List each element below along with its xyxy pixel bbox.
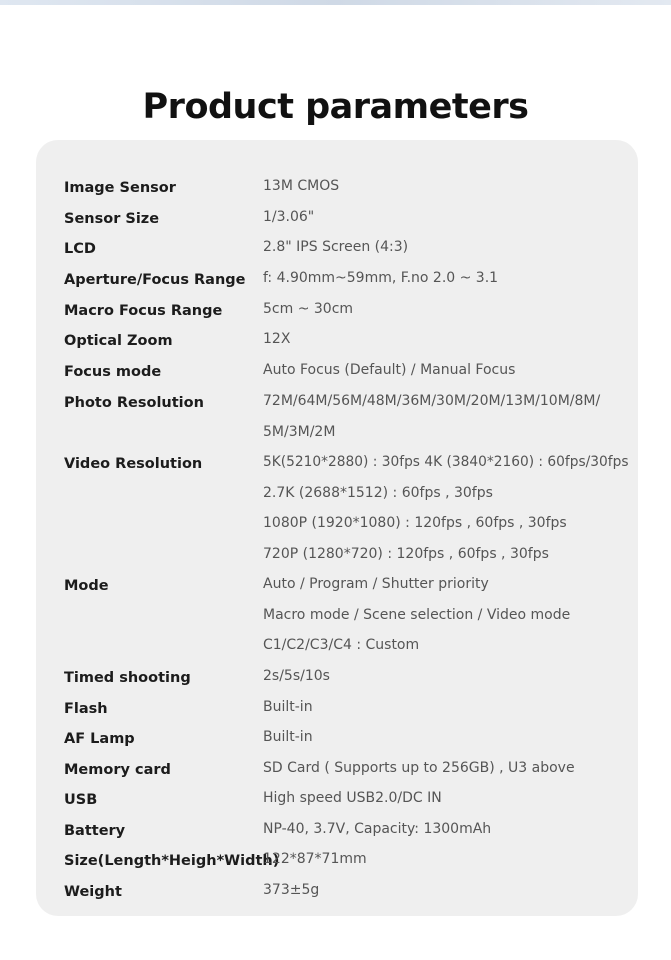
spec-label: Image Sensor bbox=[64, 180, 176, 196]
spec-value: Macro mode / Scene selection / Video mode bbox=[263, 606, 571, 623]
spec-value: C1/C2/C3/C4 : Custom bbox=[263, 637, 420, 654]
spec-value: High speed USB2.0/DC IN bbox=[263, 790, 442, 806]
spec-label: Sensor Size bbox=[64, 211, 160, 227]
spec-value: 2.8" IPS Screen (4:3) bbox=[263, 239, 409, 255]
spec-value: 1/3.06" bbox=[263, 209, 315, 225]
spec-value: NP-40, 3.7V, Capacity: 1300mAh bbox=[263, 821, 492, 837]
spec-label: Focus mode bbox=[64, 364, 162, 380]
spec-value: Built-in bbox=[263, 699, 313, 715]
spec-value: 373±5g bbox=[263, 882, 320, 898]
spec-value: SD Card ( Supports up to 256GB) , U3 above bbox=[263, 760, 575, 776]
spec-value: f: 4.90mm~59mm, F.no 2.0 ~ 3.1 bbox=[263, 270, 499, 286]
spec-label: Timed shooting bbox=[64, 670, 191, 686]
spec-value: Built-in bbox=[263, 729, 313, 745]
spec-value: 2.7K (2688*1512) : 60fps , 30fps bbox=[263, 484, 493, 501]
spec-value: 5M/3M/2M bbox=[263, 423, 336, 440]
top-decorative-strip bbox=[0, 0, 671, 5]
spec-value: 1080P (1920*1080) : 120fps , 60fps , 30fps bbox=[263, 515, 567, 532]
spec-label: Macro Focus Range bbox=[64, 303, 223, 319]
spec-value: Auto / Program / Shutter priority bbox=[263, 576, 489, 592]
page-title: Product parameters bbox=[142, 87, 529, 128]
spec-value: 2s/5s/10s bbox=[263, 668, 330, 684]
spec-label: Video Resolution bbox=[64, 456, 203, 472]
spec-value: 5K(5210*2880) : 30fps 4K (3840*2160) : 60fps/30fps bbox=[263, 454, 629, 470]
spec-label: AF Lamp bbox=[64, 731, 135, 747]
spec-label: Flash bbox=[64, 701, 108, 717]
spec-label: LCD bbox=[64, 241, 96, 257]
spec-value: 12X bbox=[263, 331, 291, 347]
spec-label: Mode bbox=[64, 578, 109, 594]
spec-value: 13M CMOS bbox=[263, 178, 340, 194]
spec-label: USB bbox=[64, 792, 98, 808]
spec-label: Aperture/Focus Range bbox=[64, 272, 246, 288]
spec-label: Battery bbox=[64, 823, 126, 839]
spec-label: Size(Length*Heigh*Width) bbox=[64, 853, 280, 869]
spec-value: 72M/64M/56M/48M/36M/30M/20M/13M/10M/8M/ bbox=[263, 393, 601, 409]
spec-table-panel bbox=[36, 140, 638, 916]
spec-value: 720P (1280*720) : 120fps , 60fps , 30fps bbox=[263, 545, 549, 562]
spec-value: Auto Focus (Default) / Manual Focus bbox=[263, 362, 516, 378]
spec-value: 5cm ~ 30cm bbox=[263, 301, 354, 317]
spec-label: Weight bbox=[64, 884, 122, 900]
spec-label: Photo Resolution bbox=[64, 395, 204, 411]
spec-label: Optical Zoom bbox=[64, 333, 173, 349]
spec-label: Memory card bbox=[64, 762, 171, 778]
spec-value: 122*87*71mm bbox=[263, 851, 367, 867]
